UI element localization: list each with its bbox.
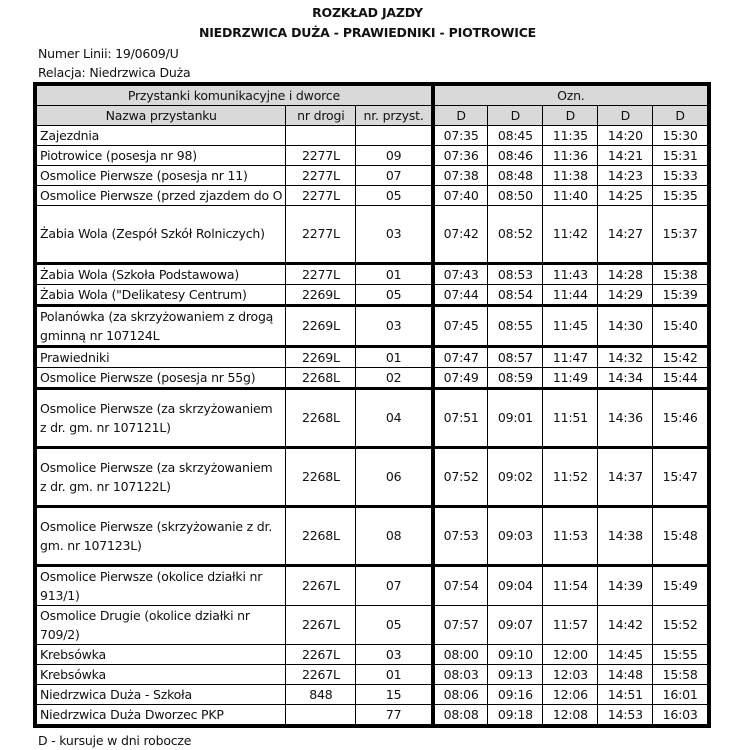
- departure-time: 11:51: [543, 389, 598, 448]
- road-number: 2269L: [286, 285, 356, 306]
- departure-time: 11:38: [543, 166, 598, 186]
- departure-time: 15:52: [653, 606, 709, 645]
- group-header-row: [35, 84, 709, 106]
- departure-time: 08:03: [433, 665, 488, 685]
- departure-time: 15:33: [653, 166, 709, 186]
- departure-time: 15:42: [653, 347, 709, 368]
- departure-time: 11:54: [543, 566, 598, 606]
- departure-time: 07:38: [433, 166, 488, 186]
- stop-number: 09: [356, 146, 433, 166]
- timetable: [33, 82, 711, 728]
- timetable-row: [35, 206, 709, 264]
- stop-name: Osmolice Pierwsze (posesja nr 11): [35, 166, 286, 186]
- stop-number: 08: [356, 507, 433, 566]
- road-number: [286, 705, 356, 727]
- departure-time: 07:57: [433, 606, 488, 645]
- departure-time: 09:01: [488, 389, 543, 448]
- stop-number: 03: [356, 645, 433, 665]
- timetable-row: [35, 705, 709, 727]
- departure-time: 12:06: [543, 685, 598, 705]
- departure-time: 12:00: [543, 645, 598, 665]
- departure-time: 11:52: [543, 448, 598, 507]
- stop-name: Osmolice Pierwsze (okolice działki nr 913/1): [35, 566, 286, 606]
- stop-name: Żabia Wola ("Delikatesy Centrum): [35, 285, 286, 306]
- departure-time: 11:44: [543, 285, 598, 306]
- departure-time: 15:46: [653, 389, 709, 448]
- departure-time: 07:51: [433, 389, 488, 448]
- departure-time: 12:03: [543, 665, 598, 685]
- departure-time: 15:47: [653, 448, 709, 507]
- timetable-row: [35, 685, 709, 705]
- stop-number: 77: [356, 705, 433, 727]
- stop-name: Osmolice Drugie (okolice działki nr 709/2): [35, 606, 286, 645]
- timetable-row: [35, 264, 709, 285]
- departure-time: 09:03: [488, 507, 543, 566]
- road-number: 2268L: [286, 368, 356, 389]
- timetable-row: [35, 645, 709, 665]
- departure-time: 15:38: [653, 264, 709, 285]
- timetable-row: [35, 665, 709, 685]
- timetable-row: [35, 146, 709, 166]
- stop-number: 07: [356, 566, 433, 606]
- road-number: 2277L: [286, 186, 356, 206]
- departure-time: 07:47: [433, 347, 488, 368]
- road-number: 2269L: [286, 347, 356, 368]
- road-number: 2277L: [286, 264, 356, 285]
- departure-time: 07:35: [433, 126, 488, 146]
- departure-time: 09:10: [488, 645, 543, 665]
- road-number: 2277L: [286, 146, 356, 166]
- stop-number: 03: [356, 306, 433, 347]
- road-number: 2277L: [286, 166, 356, 186]
- departure-time: 14:37: [598, 448, 653, 507]
- departure-time: 15:37: [653, 206, 709, 264]
- course-mark: D: [433, 106, 488, 126]
- timetable-row: [35, 389, 709, 448]
- stop-name: Polanówka (za skrzyżowaniem z drogą gminną nr 107124L: [35, 306, 286, 347]
- departure-time: 07:54: [433, 566, 488, 606]
- departure-time: 15:39: [653, 285, 709, 306]
- timetable-row: [35, 186, 709, 206]
- departure-time: 15:49: [653, 566, 709, 606]
- road-number: 2269L: [286, 306, 356, 347]
- departure-time: 14:32: [598, 347, 653, 368]
- departure-time: 08:54: [488, 285, 543, 306]
- stop-number: 07: [356, 166, 433, 186]
- departure-time: 11:36: [543, 146, 598, 166]
- departure-time: 14:39: [598, 566, 653, 606]
- departure-time: 15:35: [653, 186, 709, 206]
- departure-time: 11:43: [543, 264, 598, 285]
- stop-name: Żabia Wola (Szkoła Podstawowa): [35, 264, 286, 285]
- departure-time: 16:01: [653, 685, 709, 705]
- departure-time: 11:35: [543, 126, 598, 146]
- departure-time: 08:55: [488, 306, 543, 347]
- legend-note: D - kursuje w dni robocze: [38, 733, 192, 748]
- departure-time: 08:50: [488, 186, 543, 206]
- stop-number: 05: [356, 186, 433, 206]
- departure-time: 08:59: [488, 368, 543, 389]
- col-header-name: Nazwa przystanku: [35, 106, 286, 126]
- line-number: Numer Linii: 19/0609/U: [38, 46, 179, 61]
- stop-number: 05: [356, 285, 433, 306]
- departure-time: 08:45: [488, 126, 543, 146]
- departure-time: 09:13: [488, 665, 543, 685]
- departure-time: 09:16: [488, 685, 543, 705]
- road-number: 2268L: [286, 507, 356, 566]
- stop-number: 01: [356, 665, 433, 685]
- departure-time: 14:23: [598, 166, 653, 186]
- departure-time: 14:45: [598, 645, 653, 665]
- departure-time: 12:08: [543, 705, 598, 727]
- departure-time: 14:28: [598, 264, 653, 285]
- departure-time: 09:04: [488, 566, 543, 606]
- timetable-row: [35, 166, 709, 186]
- road-number: 2267L: [286, 606, 356, 645]
- departure-time: 14:27: [598, 206, 653, 264]
- departure-time: 07:42: [433, 206, 488, 264]
- departure-time: 14:36: [598, 389, 653, 448]
- stop-number: 05: [356, 606, 433, 645]
- course-mark: D: [653, 106, 709, 126]
- document-title: ROZKŁAD JAZDY: [312, 5, 423, 20]
- departure-time: 07:36: [433, 146, 488, 166]
- stop-name: Krebsówka: [35, 645, 286, 665]
- col-header-road: nr drogi: [286, 106, 356, 126]
- road-number: 2277L: [286, 206, 356, 264]
- timetable-row: [35, 285, 709, 306]
- departure-time: 08:52: [488, 206, 543, 264]
- departure-time: 11:42: [543, 206, 598, 264]
- departure-time: 08:46: [488, 146, 543, 166]
- stop-name: Osmolice Pierwsze (skrzyżowanie z dr. gm. nr 107123L): [35, 507, 286, 566]
- departure-time: 07:43: [433, 264, 488, 285]
- stop-number: 02: [356, 368, 433, 389]
- departure-time: 15:30: [653, 126, 709, 146]
- departure-time: 07:49: [433, 368, 488, 389]
- departure-time: 08:06: [433, 685, 488, 705]
- stop-name: Żabia Wola (Zespół Szkół Rolniczych): [35, 206, 286, 264]
- departure-time: 16:03: [653, 705, 709, 727]
- timetable-row: [35, 448, 709, 507]
- departure-time: 14:38: [598, 507, 653, 566]
- departure-time: 14:51: [598, 685, 653, 705]
- departure-time: 14:30: [598, 306, 653, 347]
- stop-name: Osmolice Pierwsze (za skrzyżowaniem z dr. gm. nr 107121L): [35, 389, 286, 448]
- timetable-row: [35, 347, 709, 368]
- departure-time: 07:44: [433, 285, 488, 306]
- col-header-stop: nr. przyst.: [356, 106, 433, 126]
- road-number: 2268L: [286, 448, 356, 507]
- timetable-row: [35, 306, 709, 347]
- stop-number: 04: [356, 389, 433, 448]
- stop-name: Zajezdnia: [35, 126, 286, 146]
- departure-time: 14:21: [598, 146, 653, 166]
- departure-time: 15:58: [653, 665, 709, 685]
- departure-time: 08:00: [433, 645, 488, 665]
- stop-name: Krebsówka: [35, 665, 286, 685]
- stop-number: 06: [356, 448, 433, 507]
- road-number: 848: [286, 685, 356, 705]
- stop-number: 15: [356, 685, 433, 705]
- departure-time: 14:25: [598, 186, 653, 206]
- stop-name: Osmolice Pierwsze (przed zjazdem do O: [35, 186, 286, 206]
- departure-time: 09:18: [488, 705, 543, 727]
- road-number: [286, 126, 356, 146]
- timetable-row: [35, 507, 709, 566]
- departure-time: 15:55: [653, 645, 709, 665]
- departure-time: 14:53: [598, 705, 653, 727]
- timetable-row: [35, 126, 709, 146]
- group-header-marks: Ozn.: [433, 84, 709, 106]
- stop-name: Osmolice Pierwsze (za skrzyżowaniem z dr. gm. nr 107122L): [35, 448, 286, 507]
- timetable-row: [35, 606, 709, 645]
- column-header-row: [35, 106, 709, 126]
- departure-time: 14:42: [598, 606, 653, 645]
- route-title: NIEDRZWICA DUŻA - PRAWIEDNIKI - PIOTROWICE: [198, 25, 537, 40]
- departure-time: 07:52: [433, 448, 488, 507]
- departure-time: 11:53: [543, 507, 598, 566]
- departure-time: 14:20: [598, 126, 653, 146]
- departure-time: 14:29: [598, 285, 653, 306]
- departure-time: 08:57: [488, 347, 543, 368]
- stop-name: Niedrzwica Duża - Szkoła: [35, 685, 286, 705]
- road-number: 2267L: [286, 665, 356, 685]
- departure-time: 15:31: [653, 146, 709, 166]
- departure-time: 15:40: [653, 306, 709, 347]
- departure-time: 07:53: [433, 507, 488, 566]
- road-number: 2268L: [286, 389, 356, 448]
- departure-time: 14:34: [598, 368, 653, 389]
- relation: Relacja: Niedrzwica Duża: [38, 65, 191, 80]
- stop-name: Prawiedniki: [35, 347, 286, 368]
- course-mark: D: [598, 106, 653, 126]
- departure-time: 11:47: [543, 347, 598, 368]
- road-number: 2267L: [286, 566, 356, 606]
- departure-time: 08:53: [488, 264, 543, 285]
- timetable-row: [35, 566, 709, 606]
- stop-number: [356, 126, 433, 146]
- departure-time: 15:48: [653, 507, 709, 566]
- course-mark: D: [488, 106, 543, 126]
- stop-name: Osmolice Pierwsze (posesja nr 55g): [35, 368, 286, 389]
- departure-time: 11:57: [543, 606, 598, 645]
- departure-time: 09:07: [488, 606, 543, 645]
- stop-number: 03: [356, 206, 433, 264]
- departure-time: 07:45: [433, 306, 488, 347]
- stop-number: 01: [356, 347, 433, 368]
- timetable-row: [35, 368, 709, 389]
- departure-time: 15:44: [653, 368, 709, 389]
- group-header-stops: Przystanki komunikacyjne i dworce: [35, 84, 433, 106]
- departure-time: 11:45: [543, 306, 598, 347]
- course-mark: D: [543, 106, 598, 126]
- departure-time: 08:48: [488, 166, 543, 186]
- departure-time: 07:40: [433, 186, 488, 206]
- road-number: 2267L: [286, 645, 356, 665]
- stop-name: Piotrowice (posesja nr 98): [35, 146, 286, 166]
- departure-time: 11:49: [543, 368, 598, 389]
- stop-number: 01: [356, 264, 433, 285]
- departure-time: 11:40: [543, 186, 598, 206]
- departure-time: 09:02: [488, 448, 543, 507]
- stop-name: Niedrzwica Duża Dworzec PKP: [35, 705, 286, 727]
- departure-time: 14:48: [598, 665, 653, 685]
- departure-time: 08:08: [433, 705, 488, 727]
